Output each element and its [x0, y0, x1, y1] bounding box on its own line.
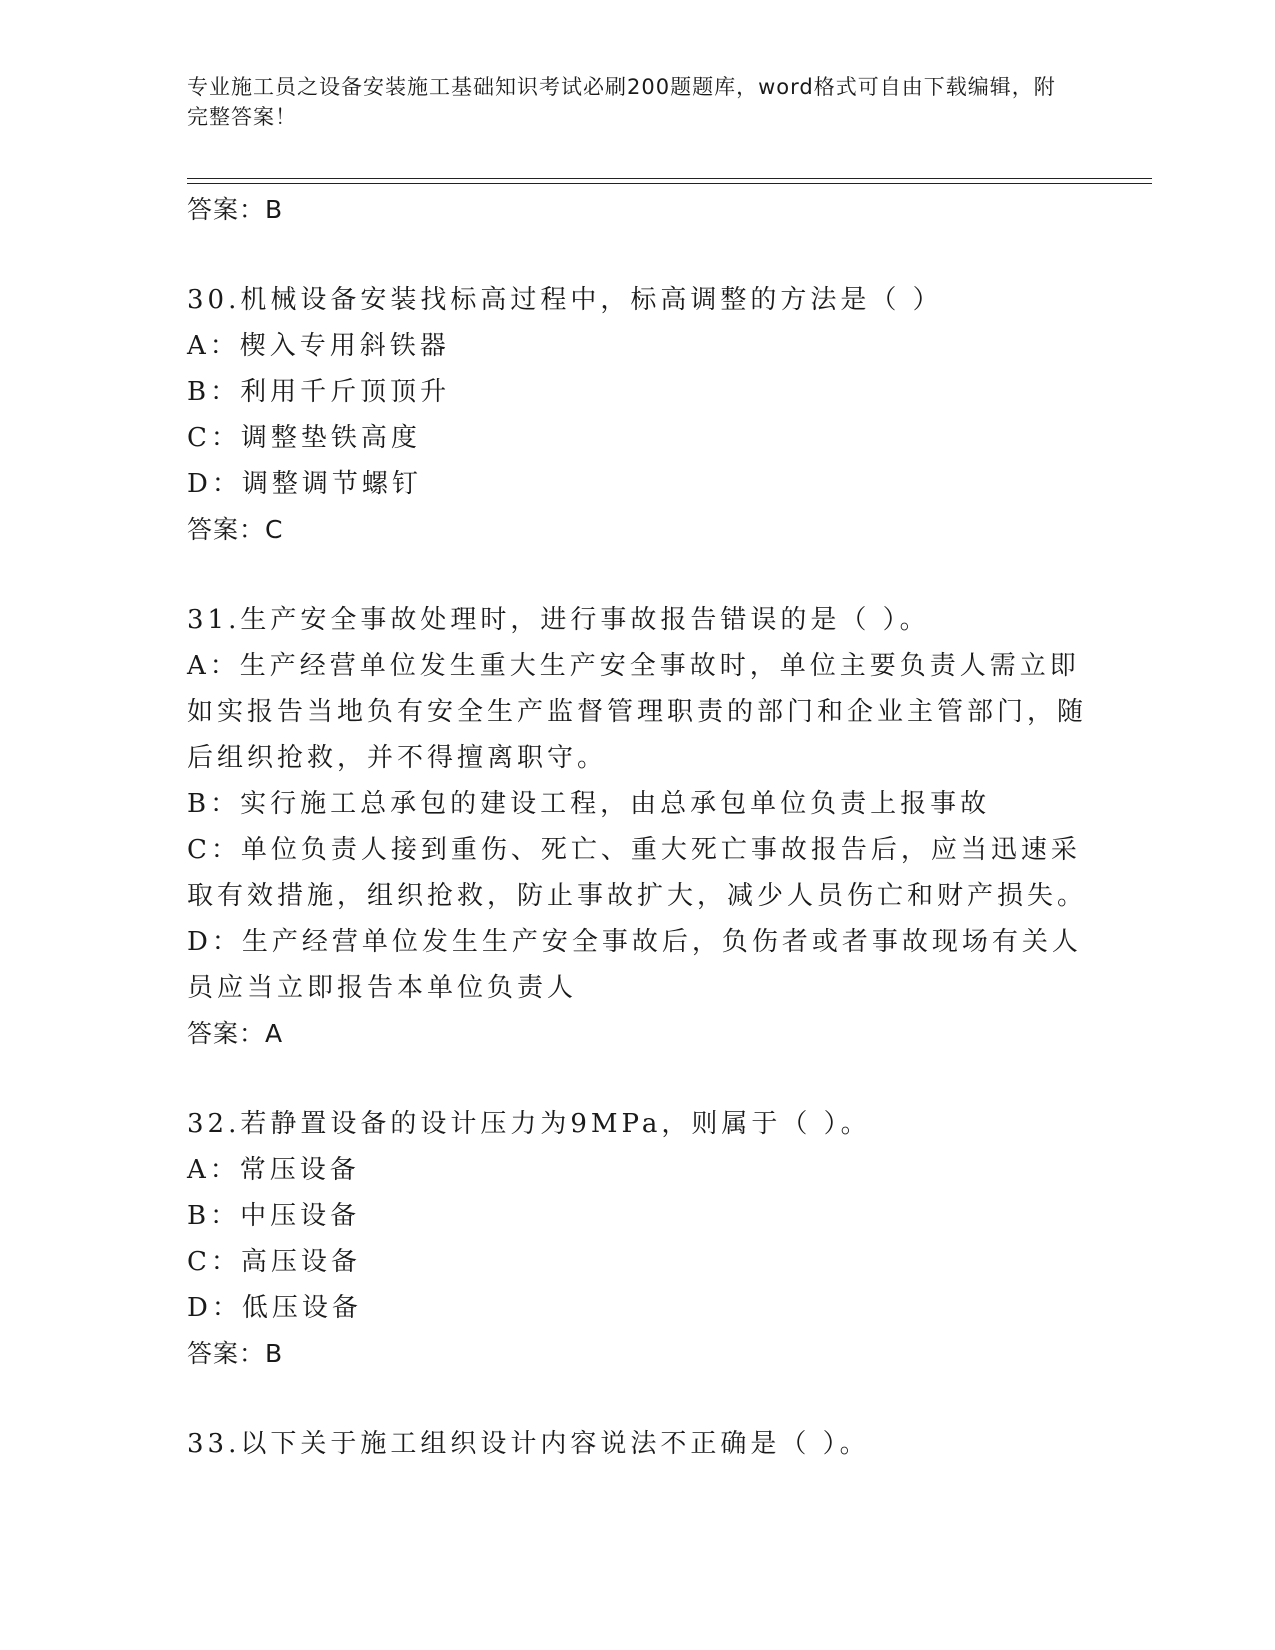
- option-d: D：低压设备: [187, 1293, 362, 1323]
- answer-line: 答案：B: [187, 195, 284, 224]
- question-stem: 33.以下关于施工组织设计内容说法不正确是（ ）。: [187, 1429, 870, 1459]
- question-item: [187, 1101, 1087, 1377]
- option-b: B：实行施工总承包的建设工程，由总承包单位负责上报事故: [187, 789, 991, 819]
- question-item: [187, 597, 1087, 1057]
- question-stem: 30.机械设备安装找标高过程中，标高调整的方法是（ ）: [187, 285, 943, 315]
- option-b: B：利用千斤顶顶升: [187, 377, 451, 407]
- question-item: [187, 1421, 1087, 1467]
- document-header: 专业施工员之设备安装施工基础知识考试必刷200题题库，word格式可自由下载编辑，附完整答案！: [187, 75, 1056, 129]
- question-stem: 31.生产安全事故处理时，进行事故报告错误的是（ ）。: [187, 605, 930, 635]
- option-c: C：单位负责人接到重伤、死亡、重大死亡事故报告后，应当迅速采取有效措施，组织抢救，防止事故扩大，减少人员伤亡和财产损失。: [187, 835, 1088, 911]
- option-c: C：高压设备: [187, 1247, 361, 1277]
- option-b: B：中压设备: [187, 1201, 361, 1231]
- header-divider-bottom: [187, 183, 1152, 184]
- header-divider-top: [187, 178, 1152, 179]
- answer-line: 答案：A: [187, 1019, 284, 1048]
- answer-line: 答案：B: [187, 1339, 284, 1368]
- option-d: D：调整调节螺钉: [187, 469, 422, 499]
- option-c: C：调整垫铁高度: [187, 423, 421, 453]
- option-a: A：楔入专用斜铁器: [187, 331, 450, 361]
- option-a: A：生产经营单位发生重大生产安全事故时，单位主要负责人需立即如实报告当地负有安全生产监督管理职责的部门和企业主管部门，随后组织抢救，并不得擅离职守。: [187, 651, 1088, 773]
- option-d: D：生产经营单位发生生产安全事故后，负伤者或者事故现场有关人员应当立即报告本单位负责人: [187, 927, 1082, 1003]
- question-stem: 32.若静置设备的设计压力为9MPa，则属于（ ）。: [187, 1109, 871, 1139]
- question-item: [187, 277, 1087, 553]
- question-list: [187, 187, 1087, 1467]
- option-a: A：常压设备: [187, 1155, 360, 1185]
- answer-line: 答案：C: [187, 515, 284, 544]
